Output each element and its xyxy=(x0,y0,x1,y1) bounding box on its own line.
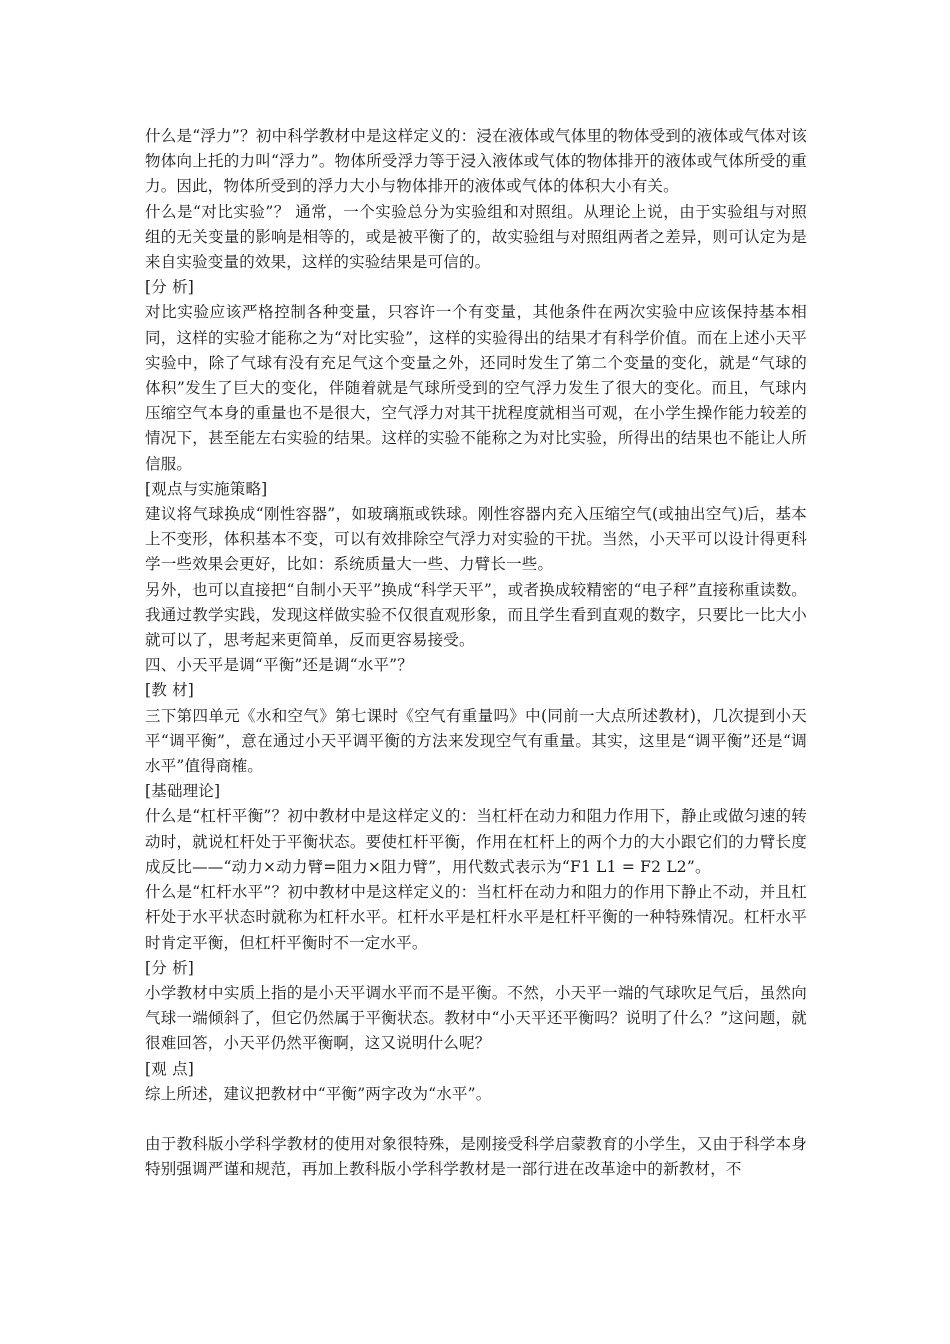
document-body xyxy=(145,124,807,1183)
paragraph-contrast-experiment-definition: 什么是“对比实验”？ 通常，一个实验总分为实验组和对照组。从理论上说，由于实验组与对照组的无关变量的影响是相等的，或是被平衡了的，故实验组与对照组两者之差异，则可认定为是来自实验变量的效果，这样的实验结果是可信的。 xyxy=(145,202,807,272)
paragraph-rigid-container: 建议将气球换成“刚性容器”，如玻璃瓶或铁球。刚性容器内充入压缩空气(或抽出空气)后，基本上不变形，体积基本不变，可以有效排除空气浮力对实验的干扰。当然，小天平可以设计得更科学一些效果会更好，比如：系统质量大一些、力臂长一些。 xyxy=(145,505,807,574)
heading-analysis-2: [分 析] xyxy=(145,958,195,977)
paragraph-lever-balance: 什么是“杠杆平衡”？初中教材中是这样定义的：当杠杆在动力和阻力作用下，静止或做匀速的转动时，就说杠杆处于平衡状态。要使杠杆平衡，作用在杠杆上的两个力的大小跟它们的力臂长度成反比——“动力×动力臂=阻力×阻力臂”，用代数式表示为“F1 L1 = F2 L2”。 xyxy=(145,807,807,876)
paragraph-closing: 由于教科版小学科学教材的使用对象很特殊，是刚接受科学启蒙教育的小学生，又由于科学本身特别强调严谨和规范，再加上教科版小学科学教材是一部行进在改革途中的新教材，不 xyxy=(145,1135,807,1179)
section-heading-four: 四、小天平是调“平衡”还是调“水平”？ xyxy=(145,656,413,675)
heading-viewpoint-strategy: [观点与实施策略] xyxy=(145,479,268,498)
paragraph-analysis-2: 小学教材中实质上指的是小天平调水平而不是平衡。不然，小天平一端的气球吹足气后，虽然向气球一端倾斜了，但它仍然属于平衡状态。教材中“小天平还平衡吗？说明了什么？”这问题，就很难回答，小天平仍然平衡啊，这又说明什么呢？ xyxy=(145,983,807,1053)
paragraph-buoyancy-definition: 什么是“浮力”？初中科学教材中是这样定义的：浸在液体或气体里的物体受到的液体或气体对该物体向上托的力叫“浮力”。物体所受浮力等于浸入液体或气体的物体排开的液体或气体所受的重力。因此，物体所受到的浮力大小与物体排开的液体或气体的体积大小有关。 xyxy=(145,127,807,196)
blank-line xyxy=(145,1107,807,1132)
paragraph-conclusion: 综上所述，建议把教材中“平衡”两字改为“水平”。 xyxy=(145,1084,492,1103)
paragraph-lever-level: 什么是“杠杆水平”？初中教材中是这样定义的：当杠杆在动力和阻力的作用下静止不动，并且杠杆处于水平状态时就称为杠杆水平。杠杆水平是杠杆水平是杠杆平衡的一种特殊情况。杠杆水平时肯定平衡，但杠杆平衡时不一定水平。 xyxy=(145,883,807,952)
paragraph-textbook: 三下第四单元《水和空气》第七课时《空气有重量吗》中(同前一大点所述教材)，几次提到小天平“调平衡”，意在通过小天平调平衡的方法来发现空气有重量。其实，这里是“调平衡”还是“调水平”值得商榷。 xyxy=(145,706,807,776)
heading-analysis-1: [分 析] xyxy=(145,278,195,297)
heading-basic-theory: [基础理论] xyxy=(145,782,221,801)
paragraph-analysis-1: 对比实验应该严格控制各种变量，只容许一个有变量，其他条件在两次实验中应该保持基本相同，这样的实验才能称之为“对比实验”，这样的实验得出的结果才有科学价值。而在上述小天平实验中，除了气球有没有充足气这个变量之外，还同时发生了第二个变量的变化，就是“气球的体积”发生了巨大的变化，伴随着就是气球所受到的空气浮力发生了很大的变化。而且，气球内压缩空气本身的重量也不是很大，空气浮力对其干扰程度就相当可观，在小学生操作能力较差的情况下，甚至能左右实验的结果。这样的实验不能称之为对比实验，所得出的结果也不能让人所信服。 xyxy=(145,303,807,473)
paragraph-scientific-balance: 另外，也可以直接把“自制小天平”换成“科学天平”，或者换成较精密的“电子秤”直接称重读数。我通过教学实践，发现这样做实验不仅很直观形象，而且学生看到直观的数字，只要比一比大小就可以了，思考起来更简单，反而更容易接受。 xyxy=(145,580,807,650)
heading-textbook: [教 材] xyxy=(145,681,195,700)
heading-viewpoint: [观 点] xyxy=(145,1059,195,1078)
